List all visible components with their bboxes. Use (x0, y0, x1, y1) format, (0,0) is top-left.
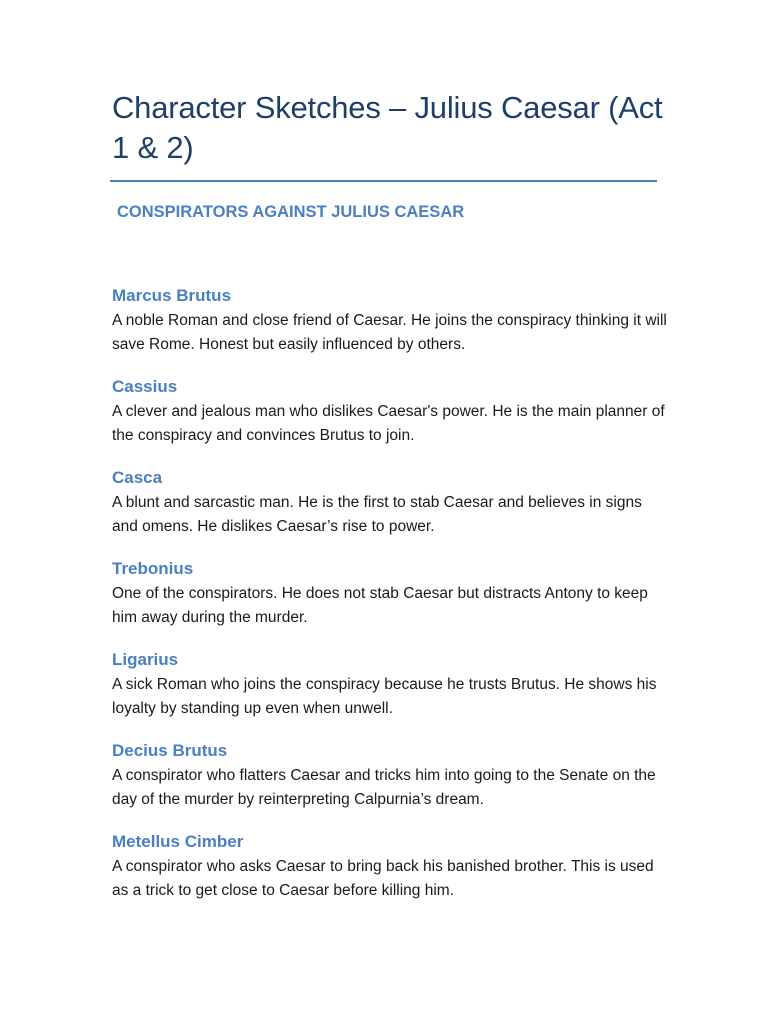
character-entry (112, 649, 672, 740)
character-name: Casca (112, 468, 163, 487)
character-description: A clever and jealous man who dislikes Caesar's power. He is the main planner of the conspiracy and convinces Brutus to join. (112, 403, 665, 444)
character-name: Decius Brutus (112, 741, 228, 760)
section-heading: CONSPIRATORS AGAINST JULIUS CAESAR (117, 203, 465, 221)
character-description: A sick Roman who joins the conspiracy because he trusts Brutus. He shows his loyalty by standing up even when unwell. (112, 676, 657, 717)
character-description: A conspirator who flatters Caesar and tricks him into going to the Senate on the day of the murder by reinterpreting Calpurnia’s dream. (112, 767, 656, 808)
character-name: Marcus Brutus (112, 286, 232, 305)
character-name: Ligarius (112, 650, 179, 669)
character-name: Trebonius (112, 559, 194, 578)
document-title: Character Sketches – Julius Caesar (Act 1 & 2) (112, 90, 663, 165)
character-description: A blunt and sarcastic man. He is the first to stab Caesar and believes in signs and omens. He dislikes Caesar’s rise to power. (112, 494, 642, 535)
character-name: Metellus Cimber (112, 832, 244, 851)
character-entry (112, 285, 672, 376)
character-entry (112, 740, 672, 831)
character-description: A conspirator who asks Caesar to bring back his banished brother. This is used as a trick to get close to Caesar before killing him. (112, 858, 654, 899)
title-divider (110, 180, 657, 182)
character-entry (112, 831, 672, 922)
character-entry (112, 467, 672, 558)
character-entry (112, 558, 672, 649)
character-description: A noble Roman and close friend of Caesar. He joins the conspiracy thinking it will save Rome. Honest but easily influenced by others. (112, 312, 667, 353)
character-list (112, 285, 672, 922)
character-entry (112, 376, 672, 467)
character-description: One of the conspirators. He does not stab Caesar but distracts Antony to keep him away during the murder. (112, 585, 648, 626)
character-name: Cassius (112, 377, 178, 396)
